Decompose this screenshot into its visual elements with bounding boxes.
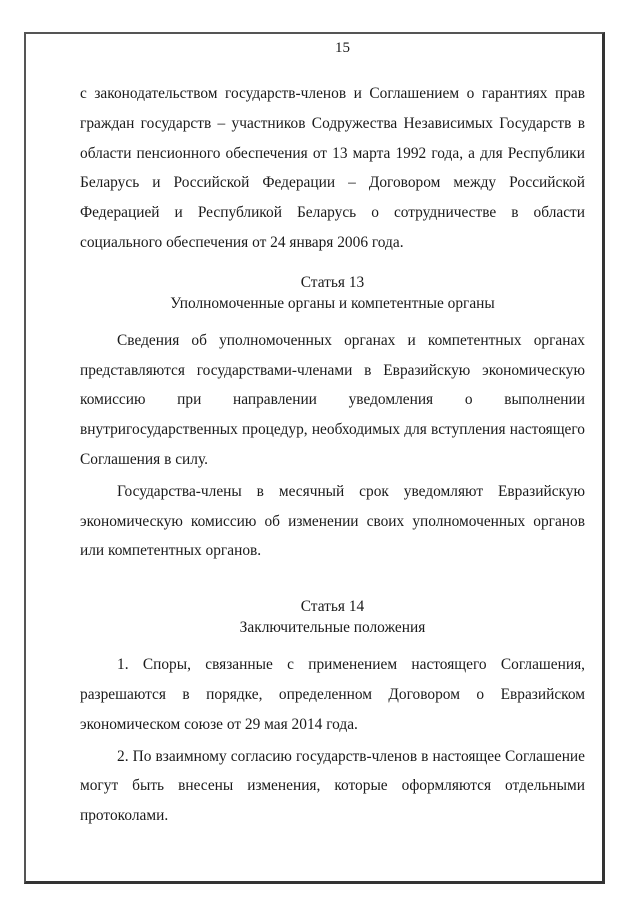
continuation-paragraph: с законодательством государств-членов и Соглашением о гарантиях прав граждан государств – участников Содружества Независимых Государств в области пенсионного обеспечения от 13 марта 1992 года, а для Республики Беларусь и Российской Федерации – Договором между Российской Федерацией и Республикой Беларусь о сотрудничестве в области социального обеспечения от 24 января 2006 года.	[80, 85, 585, 251]
article-14-paragraph-1: 1. Споры, связанные с применением настоящего Соглашения, разрешаются в порядке, определенном Договором о Евразийском экономическом союзе от 29 мая 2014 года.	[80, 656, 585, 733]
article-14-heading: Заключительные положения	[239, 619, 426, 637]
article-13-header	[80, 272, 585, 314]
article-14-paragraph-2: 2. По взаимному согласию государств-членов в настоящее Соглашение могут быть внесены изменения, которые оформляются отдельными протоколами.	[80, 747, 585, 825]
article-13-heading: Уполномоченные органы и компетентные органы	[170, 294, 495, 312]
article-14-header	[80, 596, 585, 638]
article-13-paragraph-1: Сведения об уполномоченных органах и компетентных органах представляются государствами-членами в Евразийскую экономическую комиссию при направлении уведомления о выполнении внутригосударственных процедур, необходимых для вступления настоящего Соглашения в силу.	[80, 331, 585, 468]
article-13-number: Статья 13	[300, 273, 365, 291]
document-page	[80, 40, 585, 831]
article-13-paragraph-2: Государства-члены в месячный срок уведомляют Евразийскую экономическую комиссию об изменении своих уполномоченных органов или компетентных органов.	[80, 482, 585, 560]
article-14-number: Статья 14	[300, 598, 365, 616]
page-number: 15	[335, 40, 350, 56]
